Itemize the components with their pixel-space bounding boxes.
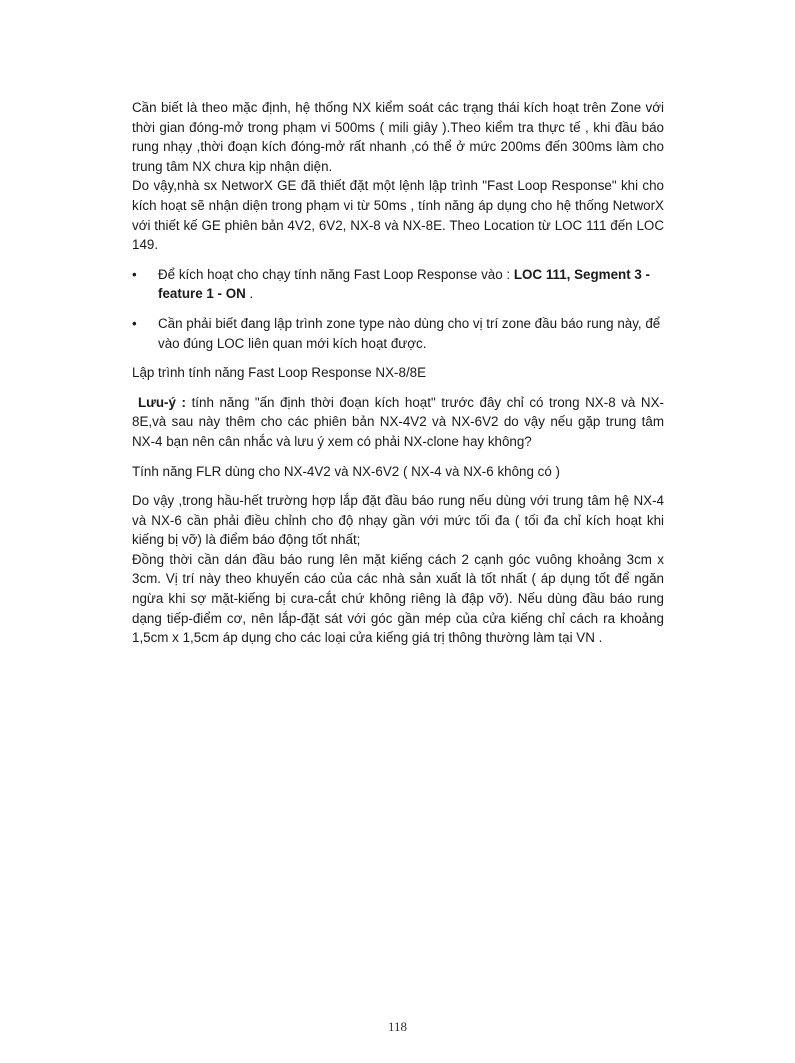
closing-paragraph-1: Do vậy ,trong hầu-hết trường hợp lắp đặt đầu báo rung nếu dùng với trung tâm hệ NX-4 và NX-6 cần phải điều chỉnh cho độ nhạy gần với mức tối đa ( tối đa chỉ kích hoạt khi kiếng bị vỡ) là điểm báo động tốt nhất; [132, 493, 664, 548]
note-label: Lưu-ý : [138, 394, 186, 410]
note-paragraph [132, 393, 664, 452]
intro-paragraph-1: Cần biết là theo mặc định, hệ thống NX kiểm soát các trạng thái kích hoạt trên Zone với thời gian đóng-mở trong phạm vi 500ms ( mili giây ).Theo kiểm tra thực tế , khi đầu báo rung nhạy ,thời đoạn kích đóng-mở rất nhanh ,có thể ở mức 200ms đến 300ms làm cho trung tâm NX chưa kịp nhận diện. [132, 100, 664, 174]
page-number: 118 [387, 1019, 408, 1034]
bullet-icon: • [132, 315, 137, 331]
intro-paragraph-2: Do vậy,nhà sx NetworX GE đã thiết đặt một lệnh lập trình "Fast Loop Response" khi cho kích hoạt sẽ nhận diện trong phạm vi từ 50ms , tính năng áp dụng cho hệ thống NetworX với thiết kế GE phiên bản 4V2, 6V2, NX-8 và NX-8E. Theo Location từ LOC 111 đến LOC 149. [132, 178, 664, 253]
bullet-bold-text: LOC 111, Segment 3 -feature 1 - ON [158, 266, 651, 302]
list-item [132, 265, 664, 304]
list-item [132, 314, 664, 353]
bullet-list [132, 265, 664, 353]
section-title: Lập trình tính năng Fast Loop Response NX-8/8E [132, 365, 427, 381]
closing-paragraph-2: Đồng thời cần dán đầu báo rung lên mặt kiếng cách 2 cạnh góc vuông khoảng 3cm x 3cm. Vị trí này theo khuyến cáo của các nhà sản xuất là tốt nhất ( áp dụng tốt để ngăn ngừa khi sợ mặt-kiếng bị cưa-cắt chứ không riêng là đập vỡ). Nếu dùng đầu báo rung dạng tiếp-điểm cơ, nên lắp-đặt sát với góc gần mép của cửa kiếng chỉ cách ra khoảng 1,5cm x 1,5cm áp dụng cho các loại cửa kiếng giá trị thông thường làm tại VN . [132, 551, 664, 646]
bullet-text: Để kích hoạt cho chạy tính năng Fast Loop Response vào : [158, 266, 514, 282]
bullet-icon: • [132, 266, 137, 282]
flr-line: Tính năng FLR dùng cho NX-4V2 và NX-6V2 ( NX-4 và NX-6 không có ) [132, 463, 560, 479]
bullet-text: Cần phải biết đang lập trình zone type nào dùng cho vị trí zone đầu báo rung này, để vào đúng LOC liên quan mới kích hoạt được. [158, 315, 661, 351]
note-text: tính năng "ấn định thời đoạn kích hoạt" trước đây chỉ có trong NX-8 và NX-8E,và sau này thêm cho các phiên bản NX-4V2 và NX-6V2 do vậy nếu gặp trung tâm NX-4 bạn nên cân nhắc và lưu ý xem có phải NX-clone hay không? [132, 394, 664, 449]
page-body [132, 98, 664, 658]
bullet-tail: . [245, 286, 254, 302]
